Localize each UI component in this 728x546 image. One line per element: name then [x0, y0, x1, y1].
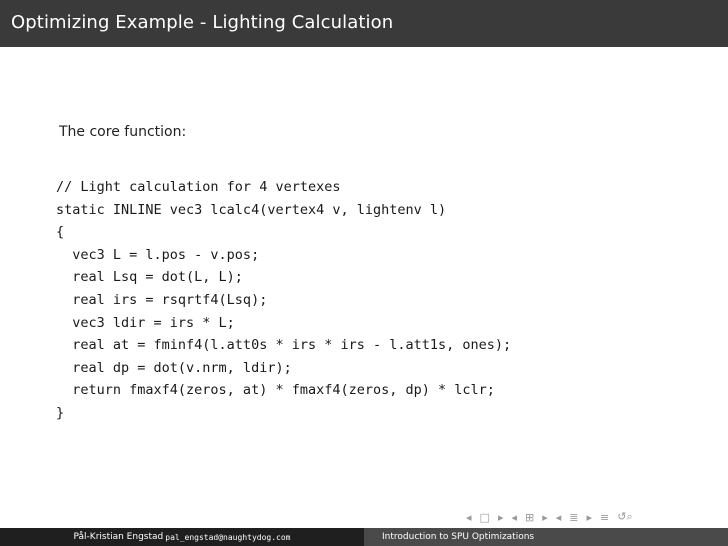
nav-subsection-icon[interactable]: ⊞ — [525, 510, 535, 524]
nav-next-section-icon[interactable]: ▸ — [586, 510, 593, 524]
footer-email: pal_engstad@naughtydog.com — [165, 532, 291, 542]
nav-frame-icon[interactable]: □ — [479, 510, 490, 524]
nav-next-subsection-icon[interactable]: ▸ — [542, 510, 548, 524]
nav-prev-frame-icon[interactable]: ◂ — [466, 510, 472, 524]
footer-talk-title: Introduction to SPU Optimizations — [382, 532, 535, 542]
code-line: // Light calculation for 4 vertexes — [56, 179, 341, 195]
code-line: real irs = rsqrtf4(Lsq); — [56, 291, 268, 308]
nav-search-icon[interactable]: ↺⌕ — [617, 510, 633, 523]
code-line: { — [56, 224, 65, 241]
code-line: vec3 ldir = irs * L; — [56, 314, 235, 331]
nav-prev-section-icon[interactable]: ◂ — [555, 510, 562, 524]
nav-prev-subsection-icon[interactable]: ◂ — [511, 510, 517, 524]
nav-align-icon[interactable]: ≡ — [600, 510, 610, 524]
code-line: real dp = dot(v.nrm, ldir); — [56, 359, 292, 376]
footer-author: Pål-Kristian Engstad — [73, 532, 164, 542]
nav-section-icon[interactable]: ≣ — [569, 510, 579, 524]
code-line: return fmaxf4(zeros, at) * fmaxf4(zeros, dp) * lclr; — [56, 382, 495, 399]
footer-author-block — [0, 528, 364, 546]
intro-text: The core function: — [59, 124, 187, 140]
footer-title-block — [364, 528, 728, 546]
title-bar — [0, 0, 728, 47]
code-block — [56, 176, 511, 425]
code-line: static INLINE vec3 lcalc4(vertex4 v, lightenv l) — [56, 201, 447, 218]
code-line: real Lsq = dot(L, L); — [56, 269, 243, 286]
slide-title: Optimizing Example - Lighting Calculation — [11, 12, 394, 33]
code-line: vec3 L = l.pos - v.pos; — [56, 246, 260, 263]
nav-next-frame-icon[interactable]: ▸ — [497, 510, 504, 524]
code-line: real at = fminf4(l.att0s * irs * irs - l.att1s, ones); — [56, 337, 512, 354]
footer — [0, 528, 728, 546]
beamer-navigation — [466, 509, 633, 525]
code-line: } — [56, 404, 65, 421]
